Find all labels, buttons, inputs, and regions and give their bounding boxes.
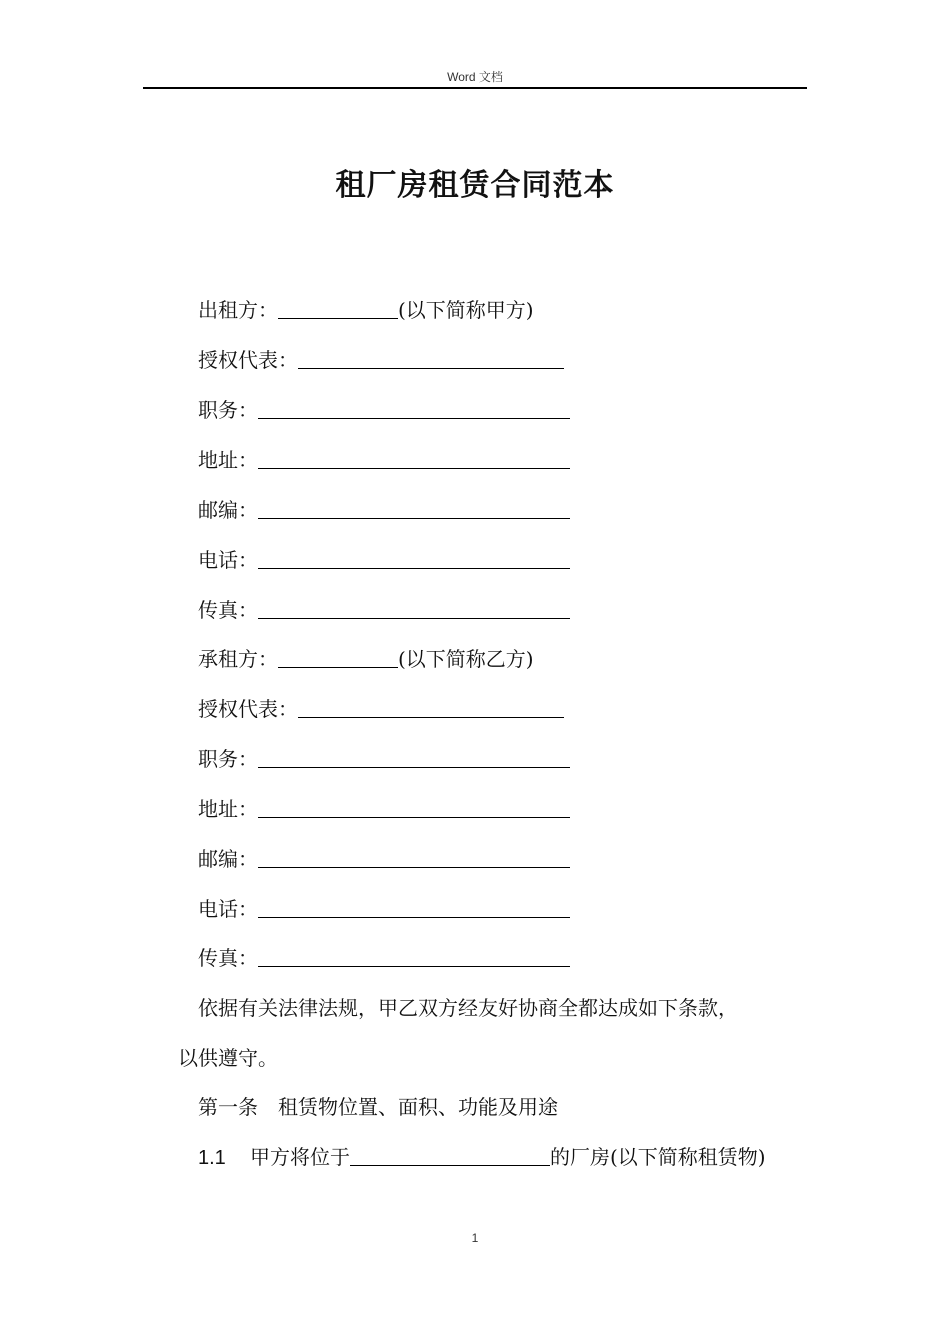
party-a-field	[198, 397, 570, 423]
party-a-label: 出租方：	[198, 298, 278, 322]
field-blank[interactable]	[258, 797, 570, 818]
party-b-suffix: (以下简称乙方)	[398, 647, 534, 671]
field-blank[interactable]	[258, 448, 570, 469]
party-a-line	[198, 297, 534, 323]
location-blank[interactable]	[350, 1145, 550, 1166]
page-number: 1	[471, 1231, 479, 1245]
party-a-blank[interactable]	[278, 298, 398, 319]
field-label: 地址：	[198, 448, 258, 472]
party-b-field	[198, 796, 570, 822]
party-b-field	[198, 896, 570, 922]
field-label: 传真：	[198, 946, 258, 970]
field-blank[interactable]	[258, 747, 570, 768]
party-b-field	[198, 696, 564, 722]
field-blank[interactable]	[298, 348, 564, 369]
header-text: Word 文档	[447, 70, 503, 84]
field-blank[interactable]	[258, 946, 570, 967]
field-blank[interactable]	[258, 498, 570, 519]
field-blank[interactable]	[258, 897, 570, 918]
intro-line-1: 依据有关法律法规，甲乙双方经友好协商全都达成如下条款，	[198, 996, 738, 1020]
field-blank[interactable]	[298, 697, 564, 718]
party-b-line	[198, 646, 534, 672]
field-blank[interactable]	[258, 548, 570, 569]
field-blank[interactable]	[258, 598, 570, 619]
field-label: 电话：	[198, 548, 258, 572]
clause-number: 1.1	[198, 1147, 226, 1169]
document-title: 租厂房租赁合同范本	[335, 168, 615, 203]
party-b-field	[198, 846, 570, 872]
party-a-field	[198, 597, 570, 623]
clause-pre: 甲方将位于	[250, 1145, 350, 1169]
party-a-field	[198, 347, 564, 373]
party-a-field	[198, 547, 570, 573]
party-a-suffix: (以下简称甲方)	[398, 298, 534, 322]
party-b-field	[198, 945, 570, 971]
field-label: 邮编：	[198, 847, 258, 871]
party-a-field	[198, 447, 570, 473]
field-label: 授权代表：	[198, 348, 298, 372]
intro-line-2: 以供遵守。	[178, 1046, 278, 1070]
header-rule	[143, 87, 807, 89]
clause-1-1	[198, 1144, 766, 1171]
field-label: 授权代表：	[198, 697, 298, 721]
field-label: 地址：	[198, 797, 258, 821]
party-b-label: 承租方：	[198, 647, 278, 671]
party-b-field	[198, 746, 570, 772]
party-b-blank[interactable]	[278, 647, 398, 668]
clause-post: 的厂房(以下简称租赁物)	[550, 1145, 766, 1169]
field-label: 电话：	[198, 897, 258, 921]
field-label: 传真：	[198, 598, 258, 622]
field-label: 邮编：	[198, 498, 258, 522]
field-blank[interactable]	[258, 847, 570, 868]
party-a-field	[198, 497, 570, 523]
field-blank[interactable]	[258, 398, 570, 419]
article-1-heading: 第一条 租赁物位置、面积、功能及用途	[198, 1095, 558, 1119]
field-label: 职务：	[198, 747, 258, 771]
field-label: 职务：	[198, 398, 258, 422]
